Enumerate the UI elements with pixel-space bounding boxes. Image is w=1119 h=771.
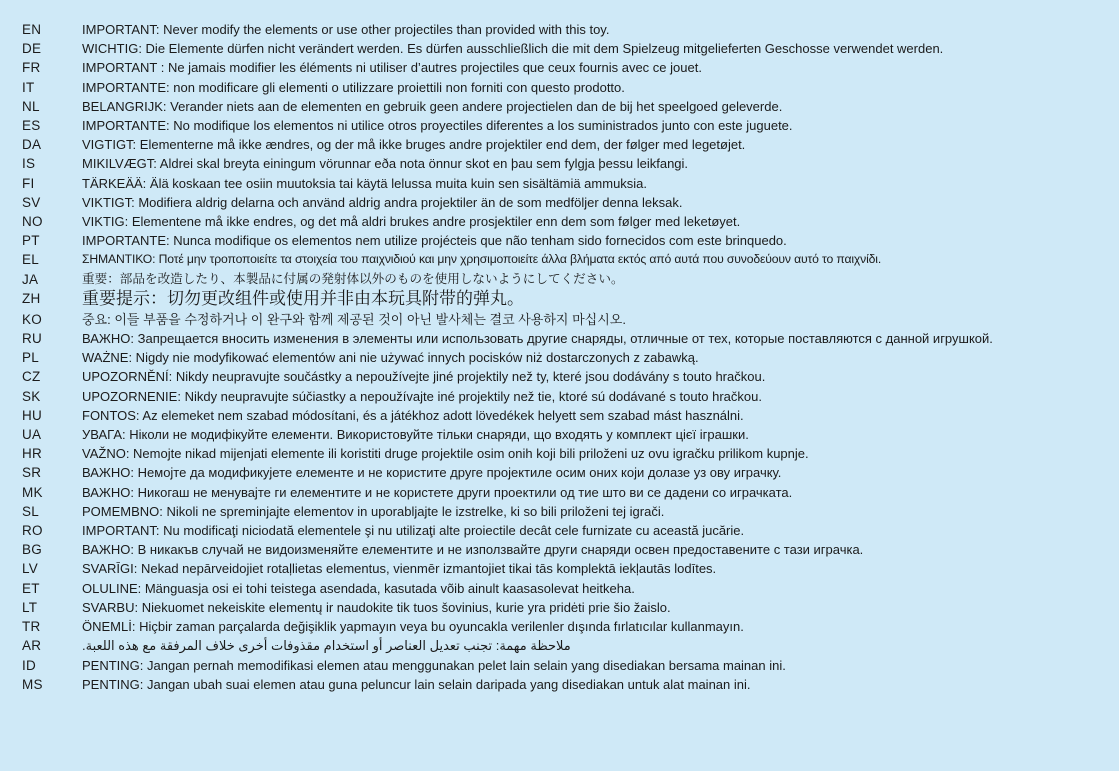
language-code: JA [22,271,39,287]
language-code: RO [22,523,43,539]
language-code: AR [22,638,42,654]
warning-row-ru [0,329,1119,348]
warning-text: УВАГА: Ніколи не модифікуйте елементи. Використовуйте тільки снаряди, що входять у комплект цієї іграшки. [82,427,749,443]
warning-text: 중요: 이들 부품을 수정하거나 이 완구와 함께 제공된 것이 아닌 발사체는 결코 사용하지 마십시오. [82,311,626,327]
warning-row-cz [0,367,1119,386]
language-code: SL [22,503,39,519]
language-code: RU [22,331,42,347]
language-code: IS [22,156,36,172]
language-code: DE [22,41,42,57]
warning-text: IMPORTANTE: No modifique los elementos ni utilice otros proyectiles diferentes a los suministrados junto con este juguete. [82,118,793,134]
warning-text: VIKTIG: Elementene må ikke endres, og det må aldri brukes andre prosjektiler enn dem som følger med leketøyet. [82,214,741,230]
warning-row-fr [0,58,1119,77]
language-code: PL [22,350,39,366]
warning-text: SVARĪGI: Nekad nepārveidojiet rotaļlietas elementus, vienmēr izmantojiet tikai tās komplektā iekļautās lodītes. [82,561,717,577]
warning-text: UPOZORNENIE: Nikdy neupravujte súčiastky a nepoužívajte iné projektily než tie, ktoré sú dodávané s touto hračkou. [82,388,762,404]
language-code: MS [22,676,43,692]
language-code: LT [22,599,38,615]
warning-text: VIKTIGT: Modifiera aldrig delarna och använd aldrig andra projektiler än de som medföljer denna leksak. [82,194,683,210]
warning-text: 重要提示：切勿更改组件或使用并非由本玩具附带的弹丸。 [82,288,524,308]
language-code: ET [22,580,40,596]
warning-row-sv [0,193,1119,212]
warning-text: IMPORTANT: Nu modificaţi niciodată elementele şi nu utilizaţi alte proiectile decât cele furnizate cu această jucărie. [82,523,745,539]
language-code: FI [22,175,35,191]
warning-row-et [0,579,1119,598]
warning-row-de [0,39,1119,58]
language-code: DA [22,137,42,153]
language-code: ID [22,657,36,673]
warning-text: ВАЖНО: Запрещается вносить изменения в элементы или использовать другие снаряды, отличные от тех, которые поставляются с данной игрушкой. [82,331,993,347]
warning-text: IMPORTANTE: non modificare gli elementi o utilizzare proiettili non forniti con questo prodotto. [82,79,625,95]
language-code: BG [22,542,42,558]
warning-row-ro [0,521,1119,540]
language-code: PT [22,233,40,249]
warning-row-fi [0,174,1119,193]
warning-row-sk [0,387,1119,406]
language-code: UA [22,427,42,443]
language-code: NL [22,98,40,114]
warning-text: TÄRKEÄÄ: Älä koskaan tee osiin muutoksia tai käytä lelussa muita kuin sen sisältämiä ammuksia. [82,175,648,191]
warning-text: IMPORTANTE: Nunca modifique os elementos nem utilize projécteis que não tenham sido fornecidos com este brinquedo. [82,233,787,249]
warning-row-ko [0,310,1119,329]
warning-row-da [0,135,1119,154]
warning-text: WICHTIG: Die Elemente dürfen nicht verändert werden. Es dürfen ausschließlich die mit dem Spielzeug mitgelieferten Geschosse verwendet werden. [82,41,944,57]
warning-text: IMPORTANT : Ne jamais modifier les éléments ni utiliser d’autres projectiles que ceux fournis avec ce jouet. [82,60,702,76]
warning-row-nl [0,97,1119,116]
warning-text: UPOZORNĚNÍ: Nikdy neupravujte součástky a nepoužívejte jiné projektily než ty, které jsou dodávány s touto hračkou. [82,369,766,385]
warning-text: WAŻNE: Nigdy nie modyfikować elementów ani nie używać innych pocisków niż dostarczonych z zabawką. [82,350,699,366]
warning-row-hu [0,406,1119,425]
language-code: FR [22,60,41,76]
language-code: LV [22,561,38,577]
language-code: MK [22,484,43,500]
warning-text: VIGTIGT: Elementerne må ikke ændres, og der må ikke bruges andre projektiler end dem, der følger med legetøjet. [82,137,746,153]
language-code: EN [22,22,42,37]
language-code: HR [22,446,42,462]
warning-row-it [0,78,1119,97]
warning-text: SVARBU: Niekuomet nekeiskite elementų ir naudokite tik tuos šovinius, kurie yra pridėti prie šio žaislo. [82,599,671,615]
warning-text: ΣΗΜΑΝΤΙΚΟ: Ποτέ μην τροποποιείτε τα στοιχεία του παιχνιδιού και μην χρησιμοποιείτε άλλα βλήματα εκτός από αυτά που συνοδεύουν αυτό το παιχνίδι. [82,252,882,267]
warning-text: ВАЖНО: Немојте да модификујете елементе и не користите друге пројектиле осим оних који долазе уз ову играчку. [82,465,782,481]
warning-row-lv [0,559,1119,578]
warning-row-no [0,212,1119,231]
warning-row-hr [0,444,1119,463]
warning-row-pt [0,231,1119,250]
warning-text: IMPORTANT: Never modify the elements or use other projectiles than provided with this toy. [82,22,610,37]
warning-text: ВАЖНО: В никакъв случай не видоизменяйте елементите и не използвайте други снаряди освен предоставените с тази играчка. [82,542,864,558]
language-code: CZ [22,369,41,385]
warning-row-zh [0,289,1119,310]
language-code: EL [22,252,39,268]
warning-text: 重要：部品を改造したり、本製品に付属の発射体以外のものを使用しないようにしてください。 [82,271,624,286]
language-code: KO [22,311,42,327]
language-code: SK [22,388,41,404]
warning-text: POMEMBNO: Nikoli ne spreminjajte elementov in uporabljajte le izstrelke, ki so bili priloženi tej igrači. [82,503,665,519]
warning-row-id [0,656,1119,675]
warning-text: PENTING: Jangan pernah memodifikasi elemen atau menggunakan pelet lain selain yang disediakan bersama mainan ini. [82,657,786,673]
warning-text: VAŽNO: Nemojte nikad mijenjati elemente ili koristiti druge projektile osim onih koji bili priloženi uz ovu igračku prilikom kupnje. [82,446,809,462]
language-code: IT [22,79,35,95]
warning-text: OLULINE: Mänguasja osi ei tohi teistega asendada, kasutada võib ainult kaasasolevat heitkeha. [82,580,635,596]
warning-row-bg [0,540,1119,559]
language-code: ES [22,118,41,134]
warning-text: FONTOS: Az elemeket nem szabad módosítani, és a játékhoz adott lövedékek helyett sem szabad mást használni. [82,407,744,423]
warning-row-is [0,154,1119,173]
language-code: HU [22,407,42,423]
warning-row-ja [0,270,1119,289]
language-code: ZH [22,290,41,306]
warning-text: ВАЖНО: Никогаш не менувајте ги елементите и не користете други проектили од тие што ви се дадени со играчката. [82,484,793,500]
language-code: NO [22,214,43,230]
warning-text: PENTING: Jangan ubah suai elemen atau guna peluncur lain selain daripada yang disediakan untuk alat mainan ini. [82,676,751,692]
warning-row-lt [0,598,1119,617]
warning-row-el [0,250,1119,269]
warning-text: ÖNEMLİ: Hiçbir zaman parçalarda değişiklik yapmayın veya bu oyuncakla verilenler dışında fırlatıcılar kullanmayın. [82,619,744,635]
language-code: TR [22,619,41,635]
warning-row-sl [0,502,1119,521]
warning-row-pl [0,348,1119,367]
warning-text: BELANGRIJK: Verander niets aan de elementen en gebruik geen andere projectielen dan de bij het speelgoed geleverde. [82,98,783,114]
warning-text: ملاحظة مهمة: تجنب تعديل العناصر أو استخدام مقذوفات أخرى خلاف المرفقة مع هذه اللعبة. [82,638,571,654]
warning-row-ua [0,425,1119,444]
language-code: SR [22,465,42,481]
warning-row-ar [0,636,1119,655]
warning-row-sr [0,463,1119,482]
warning-row-ms [0,675,1119,694]
language-code: SV [22,194,41,210]
warning-row-es [0,116,1119,135]
warning-row-en [0,20,1119,39]
warning-row-tr [0,617,1119,636]
warning-row-mk [0,483,1119,502]
warning-text: MIKILVÆGT: Aldrei skal breyta einingum vörunnar eða nota önnur skot en þau sem fylgja þessu leikfangi. [82,156,689,172]
